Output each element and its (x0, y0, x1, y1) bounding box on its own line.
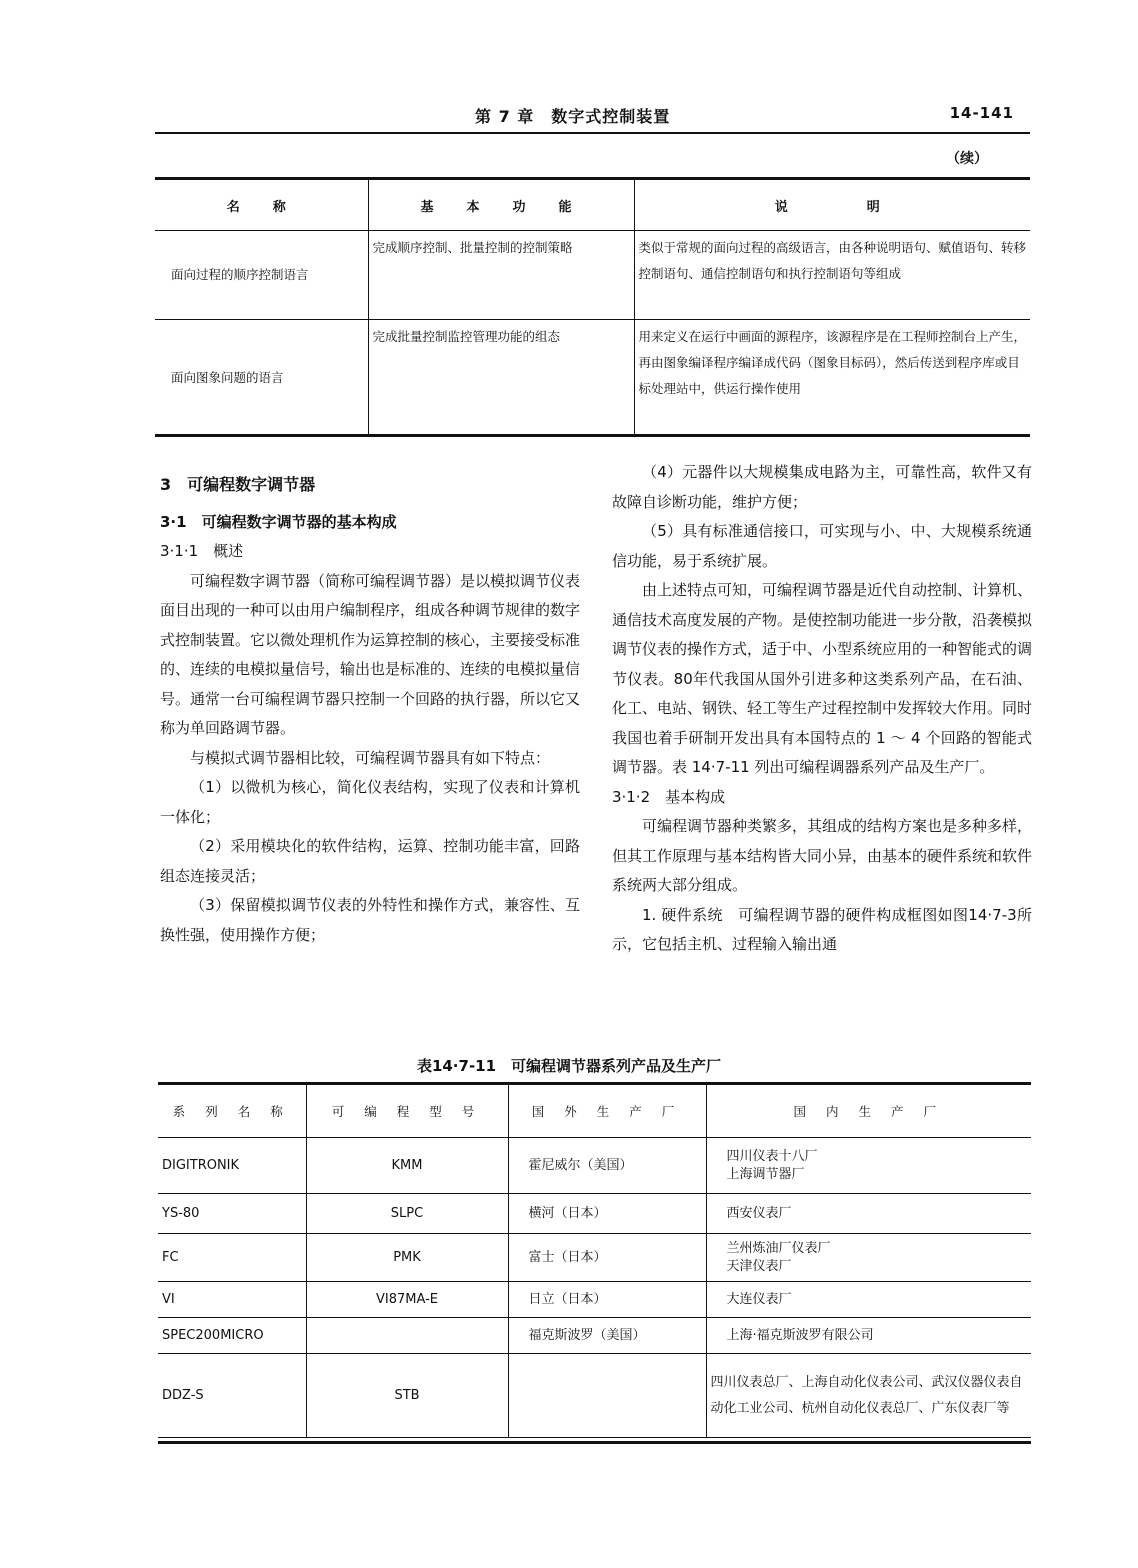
chapter-title: 第 7 章 数字式控制装置 (475, 107, 671, 126)
subsubsection-title: 3·1·1 概述 (160, 542, 244, 560)
table-row (158, 1282, 1031, 1318)
domestic-line: 兰州炼油厂仪表厂 (726, 1240, 831, 1256)
domestic-line: 大连仪表厂 (726, 1291, 792, 1307)
col-header-foreign: 国 外 生 产 厂 (508, 1085, 706, 1138)
paragraph: 与模拟式调节器相比较，可编程调节器具有如下特点： (190, 748, 551, 767)
domestic-line: 上海·福克斯波罗有限公司 (726, 1327, 874, 1343)
foreign-cell: 富士（日本） (508, 1234, 706, 1282)
row-function: 完成批量控制监控管理功能的组态 (368, 320, 634, 437)
model-cell: STB (306, 1354, 508, 1438)
header-rule (155, 132, 1030, 134)
foreign-cell: 霍尼威尔（美国） (508, 1138, 706, 1194)
table-row (158, 1354, 1031, 1438)
paragraph: 可编程数字调节器（简称可编程调节器）是以模拟调节仪表面目出现的一种可以由用户编制程序，组成各种调节规律的数字式控制装置。它以微处理机作为运算控制的核心，主要接受标准的、连续的电模拟量信号，输出也是标准的、连续的电模拟量信号。通常一台可编程调节器只控制一个回路的执行器，所以它又称为单回路调节器。 (160, 571, 581, 737)
table-row (155, 320, 1030, 437)
model-cell: VI87MA-E (306, 1282, 508, 1318)
section-title: 3 可编程数字调节器 (160, 475, 316, 494)
right-column (612, 458, 1032, 960)
foreign-cell: 福克斯波罗（美国） (508, 1318, 706, 1354)
list-item: （5）具有标准通信接口，可实现与小、中、大规模系统通信功能，易于系统扩展。 (612, 522, 1032, 570)
col-header-domestic: 国 内 生 产 厂 (706, 1085, 1031, 1138)
function-table (155, 180, 1030, 436)
subsubsection-title: 3·1·2 基本构成 (612, 787, 726, 806)
table-row (158, 1318, 1031, 1354)
list-item: （1）以微机为核心，简化仪表结构，实现了仪表和计算机一体化； (160, 778, 580, 826)
function-table-header (155, 180, 1030, 231)
model-cell: KMM (306, 1138, 508, 1194)
foreign-cell: 日立（日本） (508, 1282, 706, 1318)
list-item: （3）保留模拟调节仪表的外特性和操作方式，兼容性、互换性强，使用操作方便； (160, 896, 580, 944)
model-cell (306, 1318, 508, 1354)
table-row (155, 231, 1030, 320)
col-header-description: 说 明 (634, 180, 1030, 231)
page-number: 14-141 (949, 104, 1014, 122)
foreign-cell: 横河（日本） (508, 1194, 706, 1234)
continued-label: （续） (946, 151, 988, 167)
domestic-cell (706, 1354, 1031, 1438)
table2-bottom-rule (158, 1441, 1031, 1444)
domestic-cell (706, 1194, 1031, 1234)
domestic-cell (706, 1138, 1031, 1194)
domestic-line: 西安仪表厂 (726, 1205, 792, 1221)
list-item: （2）采用模块化的软件结构，运算、控制功能丰富，回路组态连接灵活； (160, 837, 580, 885)
domestic-cell (706, 1234, 1031, 1282)
foreign-cell (508, 1354, 706, 1438)
col-header-function: 基 本 功 能 (368, 180, 634, 231)
series-cell: VI (158, 1282, 306, 1318)
paragraph: 1. 硬件系统 可编程调节器的硬件构成框图如图14·7-3所示，它包括主机、过程输入输出通 (612, 905, 1032, 953)
left-column (160, 470, 580, 950)
table1-bottom-rule (155, 434, 1030, 437)
series-cell: DIGITRONIK (158, 1138, 306, 1194)
domestic-line: 四川仪表总厂、上海自动化仪表公司、武汉仪器仪表自动化工业公司、杭州自动化仪表总厂、广东仪表厂等 (710, 1374, 1023, 1416)
domestic-line: 上海调节器厂 (726, 1166, 805, 1182)
table-row (158, 1234, 1031, 1282)
row-description: 用来定义在运行中画面的源程序，该源程序是在工程师控制台上产生，再由图象编译程序编译成代码（图象目标码），然后传送到程序库或目标处理站中，供运行操作使用 (634, 320, 1030, 437)
series-cell: FC (158, 1234, 306, 1282)
col-header-series: 系 列 名 称 (158, 1085, 306, 1138)
col-header-name: 名 称 (155, 180, 368, 231)
model-cell: SLPC (306, 1194, 508, 1234)
series-cell: DDZ-S (158, 1354, 306, 1438)
domestic-cell (706, 1282, 1031, 1318)
paragraph: 可编程调节器种类繁多，其组成的结构方案也是多种多样，但其工作原理与基本结构皆大同小异，由基本的硬件系统和软件系统两大部分组成。 (612, 817, 1033, 894)
domestic-line: 天津仪表厂 (726, 1258, 792, 1274)
table-row (158, 1194, 1031, 1234)
row-description: 类似于常规的面向过程的高级语言，由各种说明语句、赋值语句、转移控制语句、通信控制语句和执行控制语句等组成 (634, 231, 1030, 320)
page-header (155, 104, 1030, 132)
table-row (158, 1138, 1031, 1194)
row-name: 面向过程的顺序控制语言 (155, 231, 368, 320)
list-item: （4）元器件以大规模集成电路为主，可靠性高，软件又有故障自诊断功能，维护方便； (612, 463, 1032, 511)
domestic-line: 四川仪表十八厂 (726, 1148, 818, 1164)
series-cell: YS-80 (158, 1194, 306, 1234)
model-cell: PMK (306, 1234, 508, 1282)
paragraph: 由上述特点可知，可编程调节器是近代自动控制、计算机、通信技术高度发展的产物。是使控制功能进一步分散，沿袭模拟调节仪表的操作方式，适于中、小型系统应用的一种智能式的调节仪表。80年代我国从国外引进多种这类系列产品，在石油、化工、电站、钢铁、轻工等生产过程控制中发挥较大作用。同时我国也着手研制开发出具有本国特点的 1 ～ 4 个回路的智能式调节器。表 14·7-11 列出可编程调器系列产品及生产厂。 (612, 581, 1033, 776)
row-name: 面向图象问题的语言 (171, 370, 284, 385)
row-function: 完成顺序控制、批量控制的控制策略 (368, 231, 634, 320)
domestic-cell (706, 1318, 1031, 1354)
table2-caption: 表14·7-11 可编程调节器系列产品及生产厂 (416, 1057, 722, 1075)
subsection-title: 3·1 可编程数字调节器的基本构成 (160, 512, 397, 531)
series-cell: SPEC200MICRO (158, 1318, 306, 1354)
product-table (158, 1085, 1031, 1438)
product-table-header (158, 1085, 1031, 1138)
col-header-model: 可 编 程 型 号 (306, 1085, 508, 1138)
